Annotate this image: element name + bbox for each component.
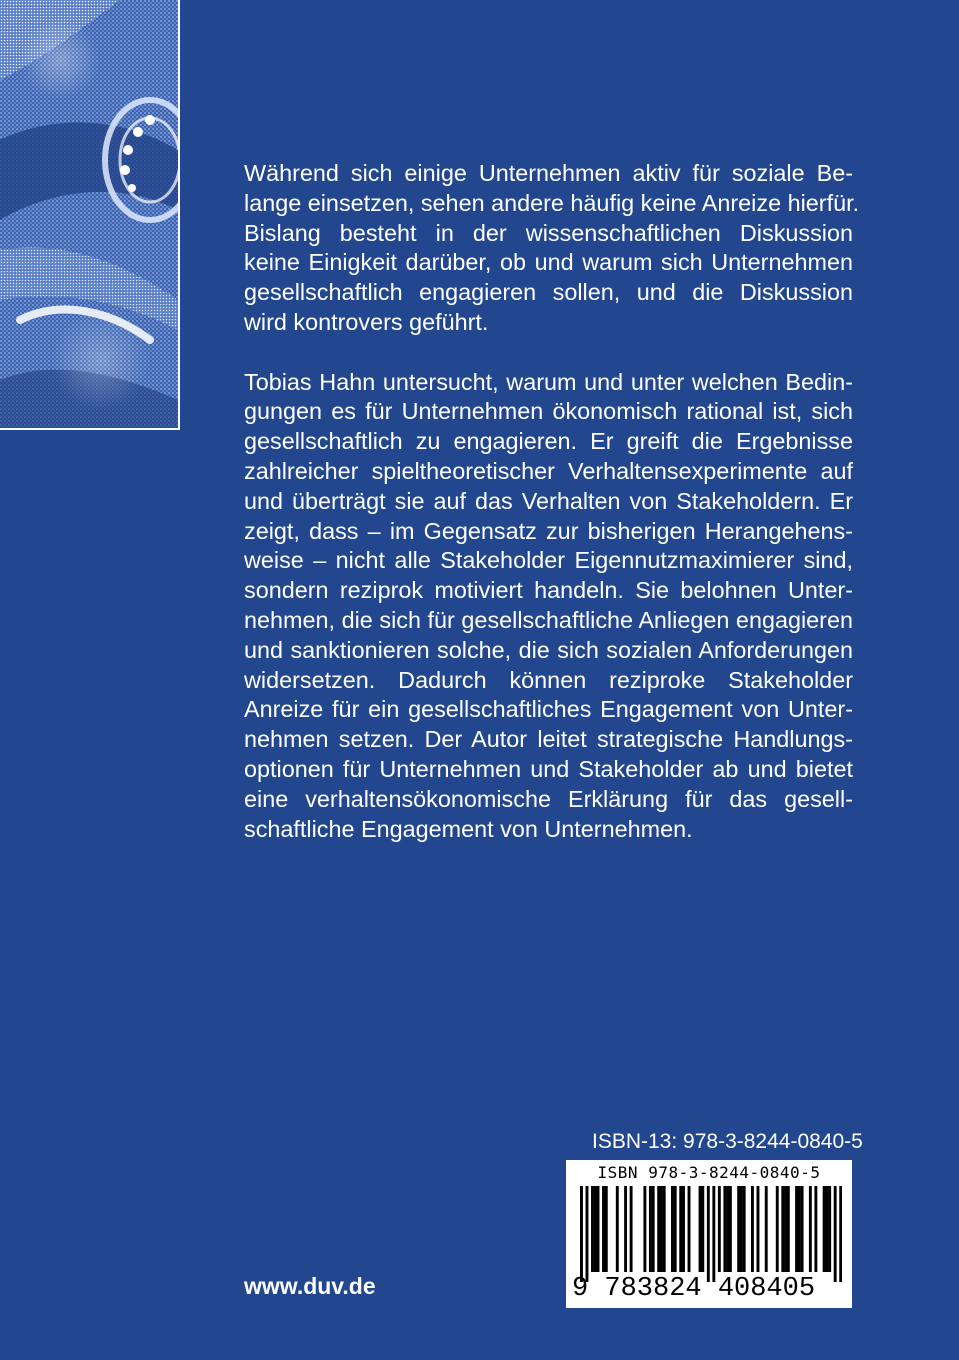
barcode-bar — [765, 1186, 768, 1272]
barcode-bar — [825, 1186, 828, 1272]
barcode-bar — [839, 1186, 842, 1282]
barcode-bar — [737, 1186, 740, 1272]
barcode-isbn-text: ISBN 978-3-8244-0840-5 — [597, 1163, 821, 1182]
blurb-line: eine verhaltensökonomische Erklärung für das gesell- — [244, 785, 853, 812]
blurb-line: schaftliche Engagement von Unternehmen. — [244, 815, 693, 842]
cover-artwork — [0, 0, 178, 428]
barcode-digits: 9 783824 408405 — [572, 1274, 816, 1304]
barcode-bar — [580, 1186, 583, 1282]
barcode-bar — [682, 1186, 685, 1272]
barcode-bar — [740, 1186, 743, 1272]
blurb-line: gesellschaftlich engagieren sollen, und die Diskussion — [244, 279, 853, 306]
barcode-bar — [643, 1186, 646, 1272]
barcode-bar — [726, 1186, 729, 1272]
isbn-13-label: ISBN-13: 978-3-8244-0840-5 — [592, 1130, 863, 1153]
barcode-bar — [828, 1186, 831, 1272]
blurb-line: Anreize für ein gesellschaftliches Engagement von Unter- — [244, 696, 853, 723]
barcode-bar — [834, 1186, 837, 1282]
blurb-line: sondern reziprok motiviert handeln. Sie belohnen Unter- — [244, 577, 853, 604]
barcode-bar — [776, 1186, 779, 1272]
blurb-line: gesellschaftlich zu engagieren. Er greift die Ergebnisse — [244, 428, 853, 455]
barcode-bar — [663, 1186, 666, 1272]
blurb-line: und überträgt sie auf das Verhalten von Stakeholdern. Er — [244, 487, 853, 514]
barcode-bar — [586, 1186, 589, 1282]
barcode-bar — [660, 1186, 663, 1272]
barcode-bar — [657, 1186, 660, 1272]
barcode-bar — [630, 1186, 633, 1272]
barcode-bar — [823, 1186, 826, 1272]
barcode-bar — [649, 1186, 652, 1272]
blurb-paragraph-2 — [244, 368, 853, 845]
barcode-bar — [729, 1186, 732, 1272]
barcode-bar — [602, 1186, 605, 1272]
back-cover-blurb — [244, 159, 860, 844]
blurb-paragraph-1 — [244, 159, 860, 338]
blurb-line: und sanktionieren solche, die sich sozialen Anforderungen — [244, 636, 853, 663]
blurb-line: keine Einigkeit darüber, ob und warum sich Unternehmen — [244, 249, 853, 276]
blurb-line: optionen für Unternehmen und Stakeholder ab und bietet — [244, 755, 853, 782]
barcode-bar — [597, 1186, 600, 1272]
barcode-bar — [674, 1186, 677, 1272]
barcode-bar — [743, 1186, 746, 1272]
barcode-bar — [624, 1186, 627, 1272]
barcode-bar — [723, 1186, 726, 1272]
barcode-bar — [781, 1186, 784, 1272]
barcode-bar — [605, 1186, 608, 1272]
barcode-bar — [652, 1186, 655, 1272]
barcode-bar — [757, 1186, 760, 1272]
barcode-bars — [580, 1186, 842, 1282]
blurb-line: gungen es für Unternehmen ökonomisch rational ist, sich — [244, 398, 853, 425]
barcode-bar — [795, 1186, 798, 1272]
barcode-bar — [801, 1186, 804, 1272]
barcode-bar — [718, 1186, 721, 1272]
blurb-line: Während sich einige Unternehmen aktiv für soziale Be- — [244, 160, 853, 186]
barcode-bar — [707, 1186, 710, 1282]
publisher-website: www.duv.de — [244, 1273, 376, 1299]
barcode — [566, 1160, 852, 1308]
barcode-bar — [701, 1186, 704, 1272]
blurb-line: nehmen setzen. Der Autor leitet strategische Handlungs- — [244, 726, 853, 753]
barcode-bar — [712, 1186, 715, 1282]
barcode-bar — [699, 1186, 702, 1272]
blurb-line: zahlreicher spieltheoretischer Verhaltensexperimente auf — [244, 457, 853, 484]
barcode-bar — [809, 1186, 812, 1272]
barcode-bar — [798, 1186, 801, 1272]
barcode-bar — [784, 1186, 787, 1272]
blurb-line: lange einsetzen, sehen andere häufig keine Anreize hierfür. — [244, 189, 860, 216]
barcode-bar — [679, 1186, 682, 1272]
blurb-line: Bislang besteht in der wissenschaftlichen Diskussion — [244, 219, 853, 246]
barcode-bar — [787, 1186, 790, 1272]
abstract-halftone-art — [0, 0, 178, 428]
barcode-bar — [814, 1186, 817, 1272]
blurb-line: widersetzen. Dadurch können reziproke Stakeholder — [244, 666, 853, 693]
blurb-line: nehmen, die sich für gesellschaftliche Anliegen engagieren — [244, 606, 853, 633]
artwork-border-bottom — [0, 428, 180, 430]
barcode-bar — [594, 1186, 597, 1272]
barcode-bar — [671, 1186, 674, 1272]
blurb-line: zeigt, dass – im Gegensatz zur bisherigen Herangehens- — [244, 517, 853, 544]
barcode-bar — [591, 1186, 594, 1272]
barcode-bar — [688, 1186, 691, 1272]
blurb-line: wird kontrovers geführt. — [244, 308, 489, 335]
artwork-border-right — [178, 0, 180, 430]
blurb-line: Tobias Hahn untersucht, warum und unter welchen Bedin- — [244, 368, 853, 395]
barcode-bar — [751, 1186, 754, 1272]
barcode-bar — [616, 1186, 619, 1272]
blurb-line: weise – nicht alle Stakeholder Eigennutzmaximierer sind, — [244, 547, 853, 574]
